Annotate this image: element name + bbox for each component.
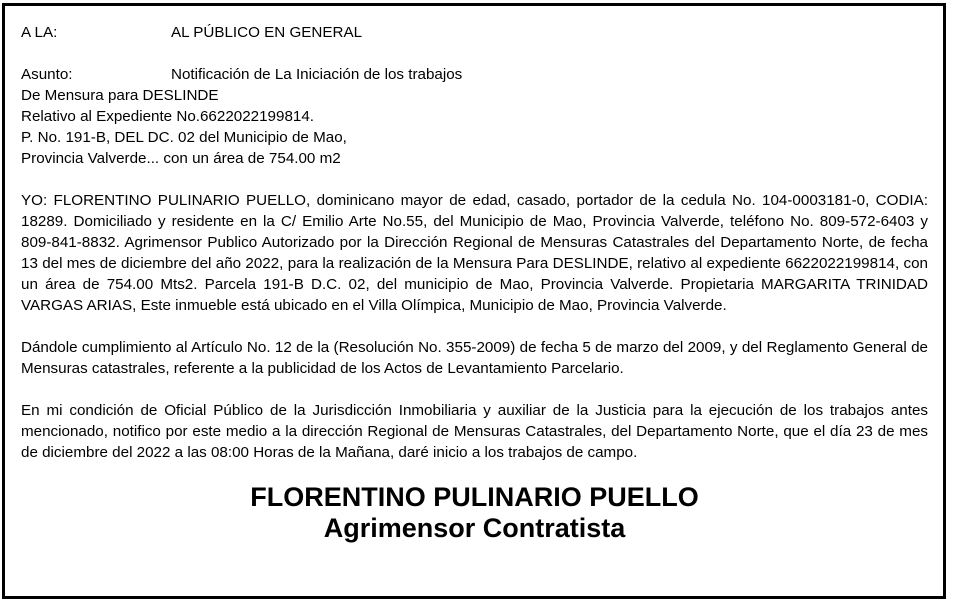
spacer: [21, 379, 928, 400]
subject-line: P. No. 191-B, DEL DC. 02 del Municipio de Mao,: [21, 129, 347, 146]
spacer: [21, 43, 928, 64]
declarant-paragraph: YO: FLORENTINO PULINARIO PUELLO, dominicano mayor de edad, casado, portador de la cedula No. 104-0003181-0, CODIA: 18289. Domiciliado y residente en la C/ Emilio Arte No.55, del Municipio de Mao, Provincia Valverde, teléfono No. 809-572-6403 y 809-841-8832. Agrimensor Publico Autorizado por la Dirección Regional de Mensuras Catastrales del Departamento Norte, de fecha 13 del mes de diciembre del año 2022, para la realización de la Mensura Para DESLINDE, relativo al expediente 6622022199814, con un área de 754.00 Mts2. Parcela 191-B D.C. 02, del municipio de Mao, Provincia Valverde. Propietaria MARGARITA TRINIDAD VARGAS ARIAS, Este inmueble está ubicado en el Villa Olímpica, Municipio de Mao, Provincia Valverde.: [21, 192, 928, 314]
addressee-label: A LA:: [21, 24, 58, 41]
legal-basis-paragraph: Dándole cumplimiento al Artículo No. 12 de la (Resolución No. 355-2009) de fecha 5 de marzo del 2009, y del Reglamento General de Mensuras catastrales, referente a la publicidad de los Actos de Levantamiento Parcelario.: [21, 339, 928, 377]
spacer: [21, 169, 928, 190]
signatory-name: FLORENTINO PULINARIO PUELLO: [250, 482, 699, 512]
public-notice: [2, 3, 946, 599]
subject-row: [21, 64, 928, 85]
signature-block: [21, 482, 928, 544]
subject-line: Relativo al Expediente No.6622022199814.: [21, 108, 315, 125]
subject-label: Asunto:: [21, 66, 73, 83]
addressee-value: AL PÚBLICO EN GENERAL: [171, 24, 363, 41]
subject-value: Notificación de La Iniciación de los trabajos: [171, 66, 463, 83]
subject-line: Provincia Valverde... con un área de 754.00 m2: [21, 150, 341, 167]
signatory-title: Agrimensor Contratista: [323, 513, 626, 543]
spacer: [21, 316, 928, 337]
addressee-row: [21, 22, 928, 43]
notification-paragraph: En mi condición de Oficial Público de la Jurisdicción Inmobiliaria y auxiliar de la Justicia para la ejecución de los trabajos antes mencionado, notifico por este medio a la dirección Regional de Mensuras Catastrales, del Departamento Norte, que el día 23 de mes de diciembre del 2022 a las 08:00 Horas de la Mañana, daré inicio a los trabajos de campo.: [21, 402, 928, 461]
subject-line: De Mensura para DESLINDE: [21, 87, 219, 104]
